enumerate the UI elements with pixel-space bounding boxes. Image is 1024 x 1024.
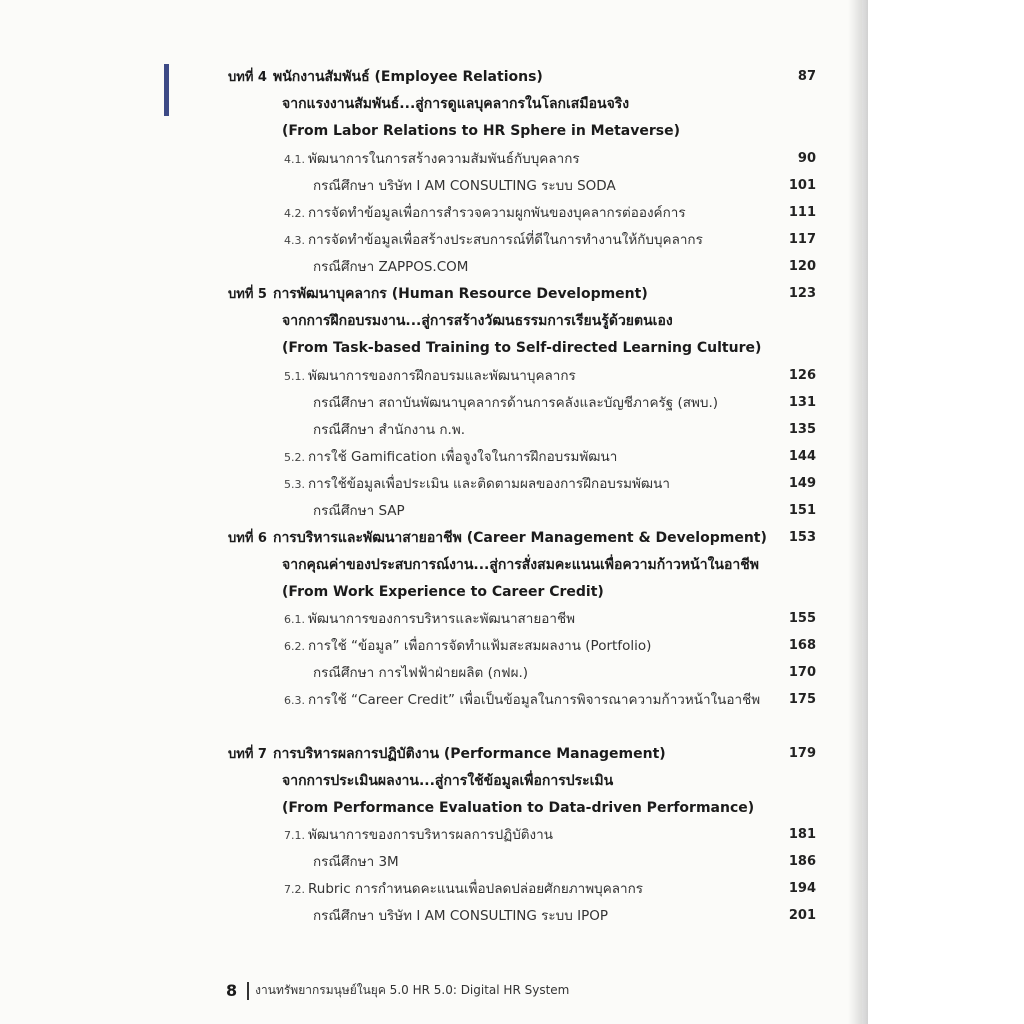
toc-page-number: 90 [797, 151, 816, 166]
footer-page-number: 8 [226, 981, 238, 1000]
toc-section-row [0, 363, 862, 389]
toc-title: การใช้ Gamification เพื่อจูงใจในการฝึกอบรมพัฒนา [308, 449, 618, 465]
toc-subtitle-text [282, 308, 673, 334]
toc-title: การพัฒนาบุคลากร (Human Resource Development) [272, 286, 648, 302]
toc-subtitle-text [282, 795, 754, 821]
toc-section-text [284, 444, 617, 471]
toc-page-number: 151 [788, 503, 816, 518]
toc-page-number: 168 [788, 638, 816, 653]
toc-page-number: 186 [788, 854, 816, 869]
section-number: 5.1. [284, 370, 305, 383]
toc-case-text [313, 498, 405, 524]
toc-page-number: 120 [788, 259, 816, 274]
section-number: 5.3. [284, 478, 305, 491]
toc-subtitle-row [0, 118, 862, 144]
toc-chapter-text [228, 741, 666, 768]
toc-section-row [0, 876, 862, 902]
toc-section-row [0, 822, 862, 848]
toc-subtitle-row [0, 308, 862, 334]
toc-section-row [0, 633, 862, 659]
toc-page-number: 175 [788, 692, 816, 707]
toc-case-text [313, 390, 718, 416]
toc-title: การจัดทำข้อมูลเพื่อสร้างประสบการณ์ที่ดีในการทำงานให้กับบุคลากร [308, 232, 703, 248]
toc-section-row [0, 687, 862, 713]
toc-title: (From Labor Relations to HR Sphere in Metaverse) [282, 123, 680, 139]
toc-chapter-text [228, 525, 767, 552]
toc-section-row [0, 471, 862, 497]
toc-section-text [284, 227, 703, 254]
toc-section-text [284, 687, 760, 714]
chapter-label: บทที่ 7 [228, 747, 267, 762]
section-number: 4.1. [284, 153, 305, 166]
footer-book-title: งานทรัพยากรมนุษย์ในยุค 5.0 HR 5.0: Digital HR System [255, 983, 570, 997]
toc-page-number: 131 [788, 395, 816, 410]
toc-title: กรณีศึกษา ZAPPOS.COM [313, 259, 469, 275]
toc-title: Rubric การกำหนดคะแนนเพื่อปลดปล่อยศักยภาพบุคลากร [308, 881, 644, 897]
toc-page-number: 170 [788, 665, 816, 680]
toc-case-row [0, 849, 862, 875]
toc-title: กรณีศึกษา SAP [313, 503, 405, 519]
toc-title: การบริหารผลการปฏิบัติงาน (Performance Management) [272, 746, 666, 762]
toc-subtitle-text [282, 118, 680, 144]
toc-subtitle-row [0, 579, 862, 605]
toc-subtitle-text [282, 91, 629, 117]
section-number: 4.2. [284, 207, 305, 220]
toc-chapter-row [0, 525, 862, 551]
toc-page-number: 155 [788, 611, 816, 626]
toc-title: (From Task-based Training to Self-directed Learning Culture) [282, 340, 762, 356]
toc-chapter-row [0, 741, 862, 767]
toc-page-number: 149 [788, 476, 816, 491]
toc-page-number: 87 [797, 69, 816, 84]
toc-title: การใช้ “Career Credit” เพื่อเป็นข้อมูลในการพิจารณาความก้าวหน้าในอาชีพ [308, 692, 761, 708]
footer-divider [247, 982, 249, 1000]
toc-page-number: 194 [788, 881, 816, 896]
toc-title: พัฒนาการของการบริหารผลการปฏิบัติงาน [308, 827, 553, 843]
chapter-label: บทที่ 5 [228, 287, 267, 302]
toc-case-row [0, 417, 862, 443]
toc-chapter-text [228, 64, 543, 91]
toc-section-text [284, 633, 651, 660]
toc-title: จากการฝึกอบรมงาน...สู่การสร้างวัฒนธรรมการเรียนรู้ด้วยตนเอง [282, 313, 673, 329]
toc-section-text [284, 146, 580, 173]
toc-subtitle-row [0, 91, 862, 117]
toc-subtitle-text [282, 768, 613, 794]
toc-title: พัฒนาการของการบริหารและพัฒนาสายอาชีพ [308, 611, 576, 627]
toc-page-number: 135 [788, 422, 816, 437]
section-number: 7.1. [284, 829, 305, 842]
toc-title: กรณีศึกษา สำนักงาน ก.พ. [313, 422, 466, 438]
toc-title: (From Performance Evaluation to Data-driven Performance) [282, 800, 755, 816]
toc-section-text [284, 606, 575, 633]
toc-case-row [0, 390, 862, 416]
toc-case-row [0, 254, 862, 280]
toc-section-row [0, 146, 862, 172]
toc-page-number: 117 [788, 232, 816, 247]
toc-case-row [0, 903, 862, 929]
toc-subtitle-row [0, 335, 862, 361]
toc-title: จากคุณค่าของประสบการณ์งาน...สู่การสั่งสมคะแนนเพื่อความก้าวหน้าในอาชีพ [282, 557, 759, 573]
section-number: 6.1. [284, 613, 305, 626]
toc-section-row [0, 444, 862, 470]
toc-title: กรณีศึกษา 3M [313, 854, 399, 870]
toc-page-number: 111 [788, 205, 816, 220]
toc-section-row [0, 200, 862, 226]
toc-title: กรณีศึกษา บริษัท I AM CONSULTING ระบบ SODA [313, 178, 616, 194]
toc-subtitle-text [282, 552, 759, 578]
toc-title: จากแรงงานสัมพันธ์...สู่การดูแลบุคลากรในโลกเสมือนจริง [282, 96, 630, 112]
toc-title: จากการประเมินผลงาน...สู่การใช้ข้อมูลเพื่อการประเมิน [282, 773, 614, 789]
toc-page-number: 153 [788, 530, 816, 545]
toc-page-number: 126 [788, 368, 816, 383]
section-number: 4.3. [284, 234, 305, 247]
toc-case-text [313, 849, 399, 875]
toc-title: พนักงานสัมพันธ์ (Employee Relations) [272, 69, 543, 85]
toc-title: การใช้ “ข้อมูล” เพื่อการจัดทำแฟ้มสะสมผลงาน (Portfolio) [308, 638, 652, 654]
toc-section-text [284, 200, 686, 227]
toc-section-row [0, 227, 862, 253]
toc-title: การบริหารและพัฒนาสายอาชีพ (Career Management & Development) [272, 530, 767, 546]
toc-section-row [0, 606, 862, 632]
toc-page-number: 181 [788, 827, 816, 842]
toc-section-text [284, 822, 553, 849]
toc-title: กรณีศึกษา การไฟฟ้าฝ่ายผลิต (กฟผ.) [313, 665, 529, 681]
toc-case-text [313, 903, 608, 929]
toc-subtitle-row [0, 768, 862, 794]
spine-shadow [848, 0, 868, 1024]
section-number: 6.3. [284, 694, 305, 707]
toc-chapter-text [228, 281, 648, 308]
toc-chapter-row [0, 64, 862, 90]
page-footer [226, 980, 569, 1006]
toc-page-number: 179 [788, 746, 816, 761]
chapter-label: บทที่ 4 [228, 70, 267, 85]
toc-chapter-row [0, 281, 862, 307]
toc-section-text [284, 471, 670, 498]
toc-page-number: 201 [788, 908, 816, 923]
toc-subtitle-text [282, 579, 604, 605]
toc-title: กรณีศึกษา บริษัท I AM CONSULTING ระบบ IPOP [313, 908, 608, 924]
section-number: 6.2. [284, 640, 305, 653]
toc-title: การจัดทำข้อมูลเพื่อการสำรวจความผูกพันของบุคลากรต่อองค์การ [308, 205, 686, 221]
toc-case-row [0, 173, 862, 199]
chapter-label: บทที่ 6 [228, 531, 267, 546]
toc-case-row [0, 660, 862, 686]
toc-title: กรณีศึกษา สถาบันพัฒนาบุคลากรด้านการคลังและบัญชีภาครัฐ (สพบ.) [313, 395, 719, 411]
toc-subtitle-text [282, 335, 761, 361]
section-number: 7.2. [284, 883, 305, 896]
toc-case-text [313, 173, 616, 199]
toc-section-text [284, 876, 643, 903]
toc-page-number: 123 [788, 286, 816, 301]
toc-title: (From Work Experience to Career Credit) [282, 584, 604, 600]
toc-title: พัฒนาการในการสร้างความสัมพันธ์กับบุคลากร [308, 151, 580, 167]
toc-case-text [313, 254, 468, 280]
toc-case-text [313, 660, 528, 686]
toc-subtitle-row [0, 552, 862, 578]
section-number: 5.2. [284, 451, 305, 464]
toc-title: การใช้ข้อมูลเพื่อประเมิน และติดตามผลของการฝึกอบรมพัฒนา [308, 476, 670, 492]
toc-page-number: 144 [788, 449, 816, 464]
toc-case-row [0, 498, 862, 524]
toc-case-text [313, 417, 465, 443]
toc-page-number: 101 [788, 178, 816, 193]
toc-subtitle-row [0, 795, 862, 821]
toc-section-text [284, 363, 576, 390]
toc-title: พัฒนาการของการฝึกอบรมและพัฒนาบุคลากร [308, 368, 576, 384]
